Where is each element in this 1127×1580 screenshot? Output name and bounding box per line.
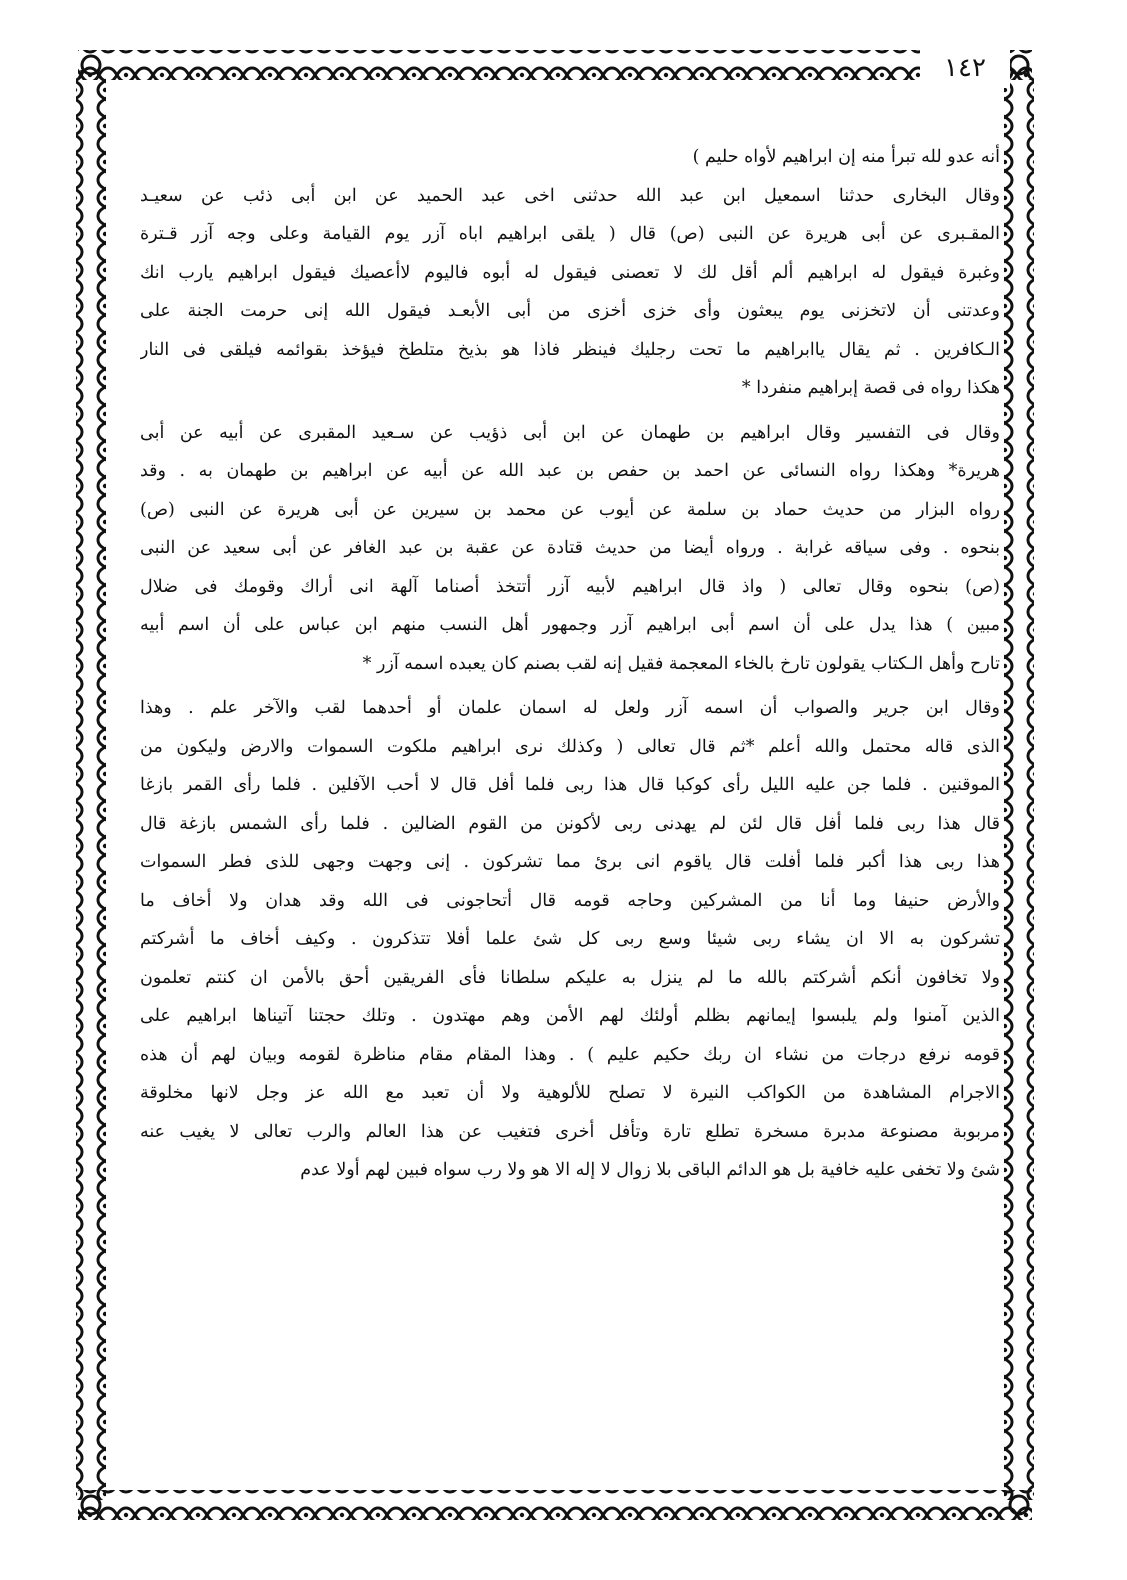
page-text bbox=[140, 138, 1000, 1486]
text-line: مبين ) هذا يدل على أن اسم أبى ابراهيم آزر وجمهور أهل النسب منهم ابن عباس على أن اسم أبيه bbox=[140, 615, 1000, 635]
text-line: الاجرام المشاهدة من الكواكب النيرة لا تصلح للألوهية ولا أن تعبد مع الله عز وجل لانها مخلوقة bbox=[140, 1083, 1000, 1103]
text-line: المقـبرى عن أبى هريرة عن النبى (ص) قال ( يلقى ابراهيم اباه آزر يوم القيامة وعلى وجه آزر قـترة bbox=[140, 224, 1000, 244]
text-line: بنحوه . وفى سياقه غرابة . ورواه أيضا من حديث قتادة عن عقبة بن عبد الغافر عن أبى سعيد عن النبى bbox=[140, 538, 1000, 558]
text-line: والأرض حنيفا وما أنا من المشركين وحاجه قومه قال أتحاجونى فى الله وقد هدان ولا أخاف ما bbox=[140, 890, 1000, 911]
text-line: (ص) بنحوه وقال تعالى ( واذ قال ابراهيم لأبيه آزر أتتخذ أصناما آلهة انى أراك وقومك فى ضلال bbox=[140, 576, 1000, 597]
text-line: شئ ولا تخفى عليه خافية بل هو الدائم الباقى بلا زوال لا إله الا هو ولا رب سواه فبين لهم أولا عدم bbox=[300, 1160, 1000, 1180]
text-line: وقال البخارى حدثنا اسمعيل ابن عبد الله حدثنى اخى عبد الحميد عن ابن أبى ذئب عن سعيـد bbox=[140, 185, 1000, 206]
text-line: هكذا رواه فى قصة إبراهيم منفردا * bbox=[741, 378, 1000, 398]
text-line: وقال فى التفسير وقال ابراهيم بن طهمان عن ابن أبى ذؤيب عن سـعيد المقبرى عن أبيه عن أبى bbox=[140, 422, 1000, 443]
text-line: الذين آمنوا ولم يلبسوا إيمانهم بظلم أولئك لهم الأمن وهم مهتدون . وتلك حجتنا آتيناها ابراهيم على bbox=[140, 1006, 1000, 1026]
text-line: الذى قاله محتمل والله أعلم *ثم قال تعالى ( وكذلك نرى ابراهيم ملكوت السموات والارض وليكون من bbox=[140, 736, 1000, 757]
text-line: وعدتنى أن لاتخزنى يوم يبعثون وأى خزى أخزى من أبى الأبعـد فيقول الله إنى حرمت الجنة على bbox=[140, 301, 1000, 321]
text-line: ولا تخافون أنكم أشركتم بالله ما لم ينزل به عليكم سلطانا فأى الفريقين أحق بالأمن ان كنتم تعلمون bbox=[140, 967, 1000, 988]
paragraph bbox=[140, 414, 1000, 684]
text-line: تارح وأهل الـكتاب يقولون تارخ بالخاء المعجمة فقيل إنه لقب بصنم كان يعبده اسمه آزر * bbox=[362, 653, 1000, 674]
paragraph bbox=[140, 138, 1000, 177]
text-line: رواه البزار من حديث حماد بن سلمة عن أيوب عن محمد بن سيرين عن أبى هريرة عن النبى (ص) bbox=[140, 499, 1000, 520]
text-line: أنه عدو لله تبرأ منه إن ابراهيم لأواه حليم ) bbox=[692, 147, 1000, 167]
text-line: الموقنين . فلما جن عليه الليل رأى كوكبا قال هذا ربى فلما أفل قال لا أحب الآفلين . فلما رأى القمر بازغا bbox=[140, 775, 1000, 795]
text-line: تشركون به الا ان يشاء ربى شيئا وسع ربى كل شئ علما أفلا تتذكرون . وكيف أخاف ما أشركتم bbox=[140, 929, 1000, 949]
paragraph bbox=[140, 177, 1000, 408]
text-line: هذا ربى هذا أكبر فلما أفلت قال ياقوم انى برئ مما تشركون . إنى وجهت وجهى للذى فطر السموات bbox=[140, 852, 1000, 872]
text-line: وغبرة فيقول له ابراهيم ألم أقل لك لا تعصنى فيقول له أبوه فاليوم لاأعصيك فيقول ابراهيم يارب انك bbox=[140, 262, 1000, 283]
text-line: الـكافرين . ثم يقال ياابراهيم ما تحت رجليك فينظر فاذا هو بذيخ متلطخ فيؤخذ بقوائمه فيلقى فى النار bbox=[140, 339, 1000, 360]
text-line: هريرة* وهكذا رواه النسائى عن احمد بن حفص بن عبد الله عن أبيه عن ابراهيم بن طهمان به . وقد bbox=[140, 461, 1000, 481]
page-number: ١٤٢ bbox=[920, 48, 1010, 88]
text-line: قال هذا ربى فلما أفل قال لئن لم يهدنى ربى لأكونن من القوم الضالين . فلما رأى الشمس بازغة قال bbox=[140, 813, 1000, 834]
text-line: قومه نرفع درجات من نشاء ان ربك حكيم عليم ) . وهذا المقام مقام مناظرة لقومه وبيان لهم أن هذه bbox=[140, 1044, 1000, 1065]
paragraph bbox=[140, 689, 1000, 1190]
text-line: وقال ابن جرير والصواب أن اسمه آزر ولعل له اسمان علمان أو أحدهما لقب والآخر علم . وهذا bbox=[140, 698, 1000, 718]
text-line: مربوبة مصنوعة مدبرة مسخرة تطلع تارة وتأفل أخرى فتغيب عن هذا العالم والرب تعالى لا يغيب عنه bbox=[140, 1121, 1000, 1142]
